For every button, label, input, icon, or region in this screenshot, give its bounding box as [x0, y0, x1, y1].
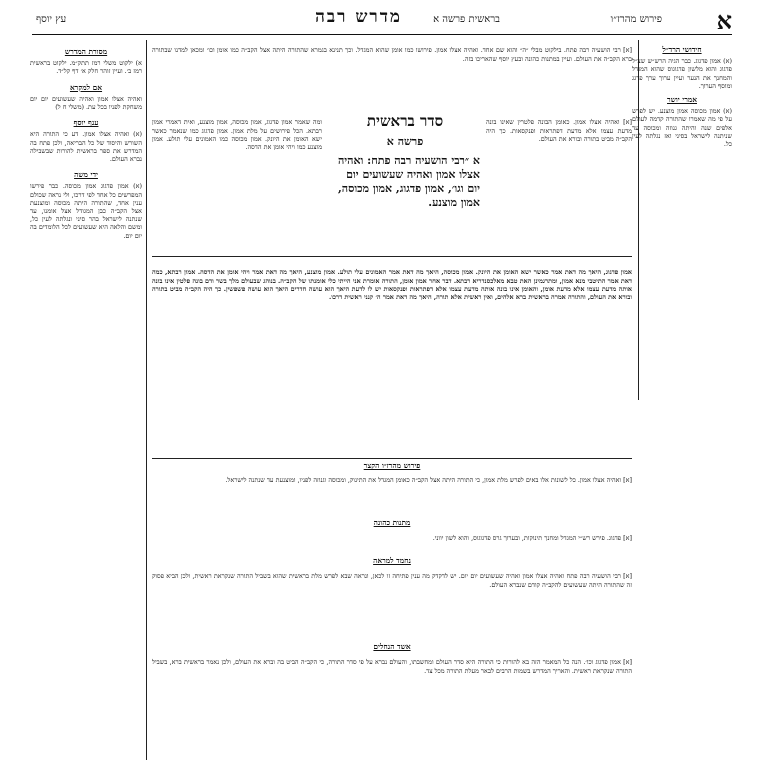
- commentary-text: [א] אמון פדגוג וכו׳. הנה כל המאמר הזה בא להורות כי התורה היא סדר העולם ומחשבתו, והעולם נברא על פי סדר התורה, כי הקב״ה הביט בה וברא את העולם, ולכן נאמר בראשית ברא, בשביל התורה שנקראת ראשית. והאריך המדרש בשמות הרבים לבאר מעלת התורה מכל צד.: [152, 658, 632, 675]
- opening-text: א ״רבי הושעיה רבה פתח: ואהיה אצלו אמון ואהיה שעשועים יום יום וגו׳, אמון פדגוג, אמון מכוסה, אמון מוצנע.: [337, 154, 480, 209]
- section-perush-katzar: [152, 470, 632, 514]
- commentary-text: (א) אמון פדגוג. כבר הגיה הרש״ש שצ״ל פדגוג והוא מלשון פדגוגוס שהוא המגדל והמחנך את הנער ועיין ערוך ערך פדגג ומוסף הערוך.: [632, 57, 732, 90]
- section-matnot-kehuna: [152, 528, 632, 552]
- main-text: אמון פדגוג, היאך מה דאת אמר כאשר ישא האומן את היונק. אמון מכוסה, היאך מה דאת אמר האמונים עלי תולע. אמון מוצנע, היאך מה דאת אמר ויהי אומן את הדסה. אמון רבתא, כמה דאת אמר התיטבי מנא אמון, ומתרגמינן האת טבא מאלכסנדריא רבתא. דבר אחר אמון אומן, התורה אומרת אני הייתי כלי אומנתו של הקב״ה. בנוהג שבעולם מלך בשר ודם בונה פלטין אינו בונה אותה מדעת עצמו אלא מדעת אומן, והאומן אינו בונה אותה מדעת עצמו אלא דפתראות ופנקסאות יש לו לדעת היאך הוא עושה חדרים היאך הוא עושה פשפשין. כך היה הקב״ה מביט בתורה ובורא את העולם, והתורה אמרה בראשית ברא אלהים, ואין ראשית אלא תורה, היאך מה דאת אמר ה׳ קנני ראשית דרכו.: [152, 268, 632, 301]
- commentary-heading: אמרי יושר: [667, 95, 697, 105]
- commentary-text: [א] רבי הושעיה רבה פתח ואהיה אצלו אמון ואהיה שעשועים יום יום. יש לדקדק מה ענין פתיחה זו לכאן, ונראה שבא לפרש מלת בראשית שהוא בשביל התורה שנקראת ראשית, ולכן הביא פסוק זה שהתורה היתה שעשועים להקב״ה קודם שנברא העולם.: [152, 572, 632, 589]
- header-left-label: עץ יוסף: [36, 14, 67, 25]
- right-commentary-column: [632, 40, 732, 340]
- commentary-heading: אם למקרא: [69, 82, 103, 92]
- running-header: [32, 8, 732, 35]
- commentary-text: (א) אמון מכוסה אמון מוצנע. יש לפרש על פי מה שאמרו שהתורה קדמה לעולם אלפים שנה והיתה גנוזה ומכוסה עד שניתנה לישראל בסיני ואז נגלתה לעין כל.: [632, 107, 732, 149]
- commentary-text: [א] ואהיה אצלו אמון. כל לשונות אלו באים לפרש מלת אמון, כי התורה היתה אצל הקב״ה כאומן המגדל את התינוק, ומכוסה וגנוזה לפניו, ומוצנעת עד שנתנה לישראל.: [225, 476, 632, 485]
- parasha-title: סדר בראשית: [366, 112, 444, 130]
- commentary-text: [א] ואהיה אצלו אמון. כאומן הבונה פלטרין שאינו בונה מדעת עצמו אלא מדעת דפתראות ופנקסאות. כך היה הקב״ה מביט בתורה ובורא את העולם.: [486, 118, 632, 143]
- commentary-text: [א] רבי הושעיה רבה פתח. בילקוט מבלי ״ה״ והוא שם אחד. ואהיה אצלו אמון. פירושו כמו אומן שהוא המגדל. וכך תנינא בגמרא שהתורה היתה אצל הקב״ה כמו אומן וכו׳ ומכאן למדנו שבתורה ברא הקב״ה את העולם. ועיין במתנות כהונה ובעץ יוסף שהאריכו בזה.: [152, 46, 632, 63]
- header-reference: בראשית פרשה א: [433, 14, 500, 25]
- left-commentary-column: [30, 40, 142, 760]
- left-inner-commentary: [152, 112, 322, 252]
- commentary-text: ומה שאמר אמון פדגוג, אמון מכוסה, אמון מוצנע, ואית דאמרי אמון רבתא. הכל פירושים על מלת אמון. אמון פדגוג כמו שנאמר כאשר ישא האומן את היונק. אמון מכוסה כמו האמונים עלי תולע. אמון מוצנע כמו ויהי אומן את הדסה.: [152, 118, 322, 151]
- commentary-text: א) ילקוט משלי רמז תתק״מ. ילקוט בראשית רמז ב׳. ועיין זוהר חלק א׳ דף קל״ד.: [30, 59, 142, 76]
- commentary-text: (א) ואהיה אצלו אמון. דע כי התורה היא השורש והיסוד של כל הבריאה, ולכן פתח בה המדרש את ספר בראשית להורות שבשבילה נברא העולם.: [30, 130, 142, 164]
- header-perush: פירוש מהרז״ו: [610, 14, 662, 25]
- commentary-heading: חידושי הרד״ל: [662, 45, 702, 54]
- parasha-subtitle: פרשה א: [386, 135, 424, 148]
- column-divider-left: [146, 40, 147, 760]
- midrash-main-text: [152, 262, 632, 452]
- commentary-heading: ידי משה: [74, 170, 98, 180]
- section-title: אשד הנחלים: [373, 642, 411, 651]
- commentary-heading: מסורת המדרש: [64, 47, 108, 56]
- header-title: מדרש רבה: [315, 7, 402, 27]
- right-inner-commentary: [486, 112, 632, 186]
- commentary-text: [א] פדגוג. פירש רש״י המגדל ומחנך תינוקות, ובערוך גרס פדגוגוס, והוא לשון יווני.: [432, 534, 632, 543]
- section-title: נחמד למראה: [373, 556, 411, 565]
- commentary-text: (א) אמון פדגוג אמון מכוסה. כבר פירשו המפרשים כל אחד לפי דרכו, ולי נראה שכולם ענין אחד, שהתורה היתה מכוסה ומוצנעת אצל הקב״ה כבן המגודל אצל אומנו, עד שנתנה לישראל בהר סיני ונגלתה לעין כל, ומשם והלאה היא שעשועים לכל הלומדים בה יום יום.: [30, 182, 142, 240]
- commentary-text: ואהיה אצלו אמון ואהיה שעשועים יום יום משחקת לפניו בכל עת. (משלי ח ל): [30, 94, 142, 112]
- page-letter: א: [716, 6, 732, 35]
- section-rule: [152, 256, 632, 257]
- section-rule: [152, 458, 632, 459]
- commentary-heading: ענף יוסף: [73, 118, 99, 128]
- section-title: פירוש מהרז״ו הקצר: [363, 461, 421, 470]
- section-eshed-hanechalim: [152, 652, 632, 752]
- section-title: מתנות כהונה: [373, 518, 411, 527]
- top-commentary: [152, 40, 632, 108]
- parasha-title-box: [330, 112, 480, 210]
- section-nechmad-lemareh: [152, 566, 632, 640]
